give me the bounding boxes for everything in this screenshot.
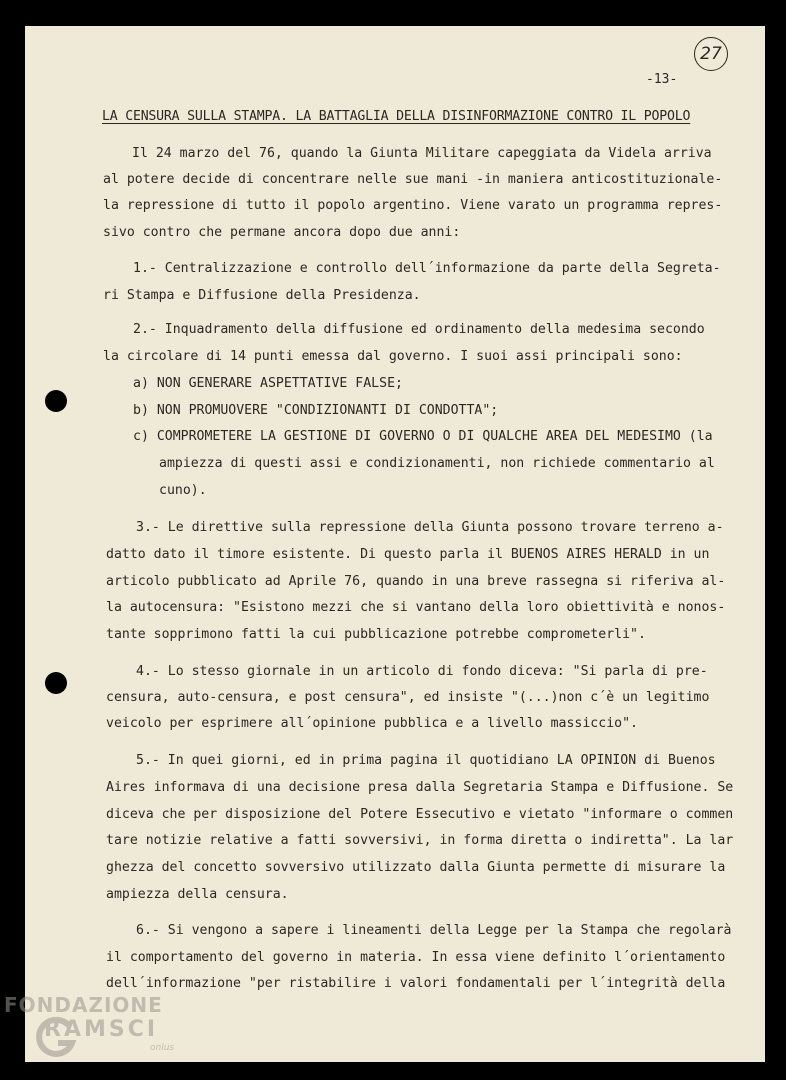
text-line: a) NON GENERARE ASPETTATIVE FALSE;: [133, 376, 403, 391]
text-line: tare notizie relative a fatti sovversivi, in forma diretta o indiretta". La lar: [106, 833, 734, 848]
text-line: il comportamento del governo in materia. In essa viene definito l´orientamento: [106, 950, 726, 965]
text-line: la repressione di tutto il popolo argentino. Viene varato un programma repres-: [103, 198, 723, 213]
text-line: ampiezza di questi assi e condizionamenti, non richiede commentario al: [159, 456, 715, 471]
text-line: 2.- Inquadramento della diffusione ed ordinamento della medesima secondo: [133, 322, 705, 337]
binder-hole: [45, 672, 67, 694]
text-line: ampiezza della censura.: [106, 887, 289, 902]
text-line: 6.- Si vengono a sapere i lineamenti della Legge per la Stampa che regolarà: [136, 923, 732, 938]
text-line: veicolo per esprimere all´opinione pubblica e a livello massiccio".: [106, 716, 638, 731]
text-line: ghezza del concetto sovversivo utilizzato dalla Giunta permette di misurare la: [106, 860, 726, 875]
text-line: articolo pubblicato ad Aprile 76, quando in una breve rassegna si riferiva al-: [106, 574, 726, 589]
document-title: LA CENSURA SULLA STAMPA. LA BATTAGLIA DELLA DISINFORMAZIONE CONTRO IL POPOLO: [102, 109, 691, 124]
text-line: diceva che per disposizione del Potere Essecutivo e vietato "informare o commen: [106, 807, 734, 822]
text-line: b) NON PROMUOVERE "CONDIZIONANTI DI CONDOTTA";: [133, 403, 499, 418]
text-line: 4.- Lo stesso giornale in un articolo di fondo diceva: "Si parla di pre-: [136, 664, 708, 679]
text-line: tante sopprimono fatti la cui pubblicazione potrebbe comprometerli".: [106, 627, 646, 642]
text-line: dell´informazione "per ristabilire i valori fondamentali per l´integrità della: [106, 976, 726, 991]
text-line: la autocensura: "Esistono mezzi che si vantano della loro obiettività e nonos-: [106, 600, 726, 615]
document-page: [25, 26, 765, 1062]
text-line: la circolare di 14 punti emessa dal governo. I suoi assi principali sono:: [103, 349, 683, 364]
fondazione-gramsci-watermark: [4, 993, 204, 1075]
page-number: -13-: [646, 72, 678, 87]
watermark-line-2: RAMSCI: [44, 1017, 159, 1042]
archive-page-mark: 27: [694, 37, 728, 71]
text-line: sivo contro che permane ancora dopo due anni:: [103, 225, 461, 240]
text-line: 1.- Centralizzazione e controllo dell´informazione da parte della Segreta-: [133, 261, 721, 276]
text-line: datto dato il timore esistente. Di questo parla il BUENOS AIRES HERALD in un: [106, 547, 710, 562]
text-line: censura, auto-censura, e post censura", ed insiste "(...)non c´è un legitimo: [106, 690, 710, 705]
text-line: 5.- In quei giorni, ed in prima pagina il quotidiano LA OPINION di Buenos: [136, 753, 716, 768]
text-line: c) COMPROMETERE LA GESTIONE DI GOVERNO O DI QUALCHE AREA DEL MEDESIMO (la: [133, 429, 713, 444]
text-line: ri Stampa e Diffusione della Presidenza.: [103, 288, 421, 303]
text-line: 3.- Le direttive sulla repressione della Giunta possono trovare terreno a-: [136, 520, 724, 535]
watermark-line-1: FONDAZIONE: [4, 993, 163, 1017]
text-line: cuno).: [159, 483, 207, 498]
binder-hole: [45, 390, 67, 412]
text-line: Il 24 marzo del 76, quando la Giunta Militare capeggiata da Videla arriva: [132, 146, 712, 161]
text-line: al potere decide di concentrare nelle sue mani -in maniera anticostituzionale-: [103, 172, 723, 187]
text-line: Aires informava di una decisione presa dalla Segretaria Stampa e Diffusione. Se: [106, 780, 734, 795]
watermark-line-3: onlus: [150, 1043, 175, 1053]
